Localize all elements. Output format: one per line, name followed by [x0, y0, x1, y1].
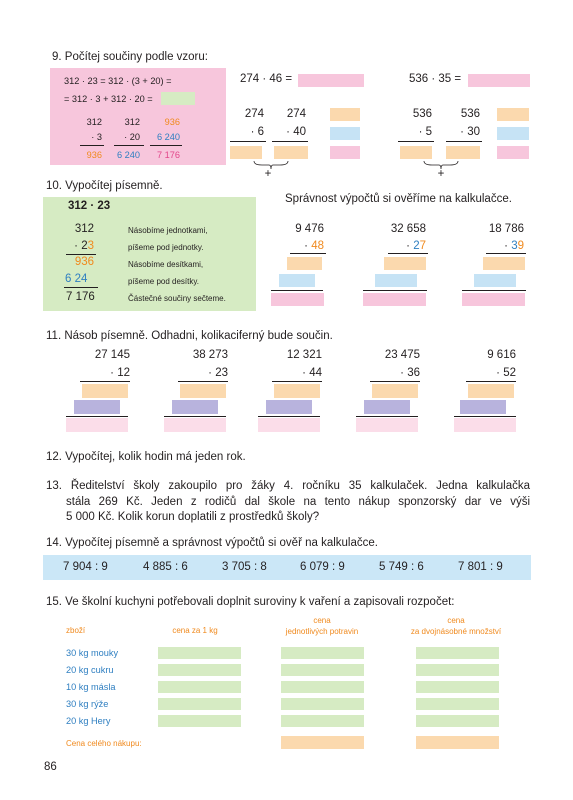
ex15-row1-label: 30 kg mouky	[66, 648, 119, 658]
ex10-task2-p1[interactable]	[384, 257, 426, 270]
ex15-col-goods: zboží	[66, 626, 86, 635]
ex15-col-single-2: jednotlivých potravin	[285, 627, 359, 636]
ex11-task2-p1[interactable]	[180, 384, 226, 398]
ex14-item-2: 4 885 : 6	[143, 561, 188, 573]
ex9-task1-side3[interactable]	[330, 146, 360, 159]
ex11-task3-a: 12 321	[286, 349, 322, 361]
ex9-task1-plus: +	[264, 168, 272, 180]
ex15-row3-double[interactable]	[416, 681, 499, 693]
ex14-item-6: 7 801 : 9	[458, 561, 503, 573]
ex10-example-title: 312 · 23	[68, 200, 111, 212]
ex11-task5-b: · 52	[496, 367, 516, 379]
ex10-task3-line2	[462, 290, 526, 291]
ex10-task1-p2[interactable]	[279, 274, 315, 287]
ex10-explanation	[128, 222, 253, 307]
ex10-explain-5: Částečné součiny sečteme.	[128, 294, 226, 303]
ex11-task4-b: · 36	[400, 367, 420, 379]
ex9-task1-a2: 274	[286, 108, 306, 120]
ex9-task2-answer[interactable]	[468, 74, 530, 87]
ex10-task2-line	[388, 253, 428, 254]
ex11-task5-line	[466, 381, 516, 382]
ex15-col-price: cena za 1 kg	[172, 626, 218, 635]
ex11-task5-a: 9 616	[487, 349, 516, 361]
ex9-task1-side2[interactable]	[330, 127, 360, 140]
ex9-task2-a2: 536	[460, 108, 480, 120]
ex15-row5-single[interactable]	[281, 715, 364, 727]
ex15-col-double-2: za dvojnásobné množství	[410, 627, 502, 636]
ex10-ex-a: 312	[74, 223, 94, 235]
ex15-row1-double[interactable]	[416, 647, 499, 659]
ex15-col-double-1: cena	[447, 616, 465, 625]
ex11-task3-p2[interactable]	[266, 400, 312, 414]
ex9-pattern-line1: 312 · 23 = 312 · (3 + 20) =	[64, 76, 172, 86]
ex9-task2-part1[interactable]	[400, 146, 432, 159]
ex11-task2-b: · 23	[208, 367, 228, 379]
ex11-task4-p1[interactable]	[372, 384, 418, 398]
ex13-line1: 13. Ředitelství školy zakoupilo pro žáky 4. ročníku 35 kalkulaček. Jedna kalkulačka	[46, 480, 530, 492]
ex9-col3-b: 6 240	[157, 132, 180, 142]
ex11-task4-result[interactable]	[356, 418, 418, 432]
ex9-col1-b: · 3	[91, 132, 102, 142]
ex15-col-double	[394, 615, 518, 637]
ex11-task4-a: 23 475	[384, 349, 420, 361]
ex9-col2-b: · 20	[124, 132, 140, 142]
ex14-item-4: 6 079 : 9	[300, 561, 345, 573]
ex10-task1-p1[interactable]	[287, 257, 322, 270]
ex9-task2-line2	[446, 141, 482, 142]
ex14-item-3: 3 705 : 8	[222, 561, 267, 573]
ex10-task2-b: · 27	[406, 240, 426, 252]
ex15-row4-single[interactable]	[281, 698, 364, 710]
ex11-task5-line2	[454, 416, 516, 417]
ex9-task1-line2	[272, 141, 308, 142]
ex9-col2-line	[114, 145, 144, 146]
ex15-row2-double[interactable]	[416, 664, 499, 676]
ex10-task3-p2[interactable]	[474, 274, 516, 287]
ex10-task2-line2	[363, 290, 427, 291]
ex10-task3-result[interactable]	[462, 293, 525, 306]
ex15-row4-price[interactable]	[158, 698, 241, 710]
ex10-task1-result[interactable]	[271, 293, 324, 306]
ex11-task1-line2	[66, 416, 128, 417]
ex15-row2-single[interactable]	[281, 664, 364, 676]
ex11-task5-p2[interactable]	[460, 400, 506, 414]
ex9-answer-box[interactable]	[161, 92, 195, 105]
ex13-line3: 5 000 Kč. Kolik korun doplatili z prostředků školy?	[66, 511, 320, 523]
ex14-item-1: 7 904 : 9	[63, 561, 108, 573]
ex9-task2-b1: · 5	[418, 126, 432, 138]
ex11-task3-line	[272, 381, 322, 382]
ex11-task3-b: · 44	[302, 367, 322, 379]
ex11-task1-a: 27 145	[94, 349, 130, 361]
ex10-heading: 10. Vypočítej písemně.	[46, 180, 163, 192]
ex15-row1-price[interactable]	[158, 647, 241, 659]
ex12-text: 12. Vypočítej, kolik hodin má jeden rok.	[46, 451, 246, 463]
ex10-task3-a: 18 786	[488, 223, 524, 235]
ex10-task3-b: · 39	[504, 240, 524, 252]
ex9-task2-line1	[398, 141, 434, 142]
ex11-task4-p2[interactable]	[364, 400, 410, 414]
ex10-explain-1: Násobíme jednotkami,	[128, 226, 208, 235]
ex10-ex-p2: 6 24	[65, 273, 88, 285]
ex11-task2-result[interactable]	[164, 418, 226, 432]
ex9-task1-line1	[230, 141, 266, 142]
ex11-task4-line	[370, 381, 420, 382]
ex9-task2-side3[interactable]	[497, 146, 529, 159]
ex11-task2-line2	[164, 416, 226, 417]
ex9-col1-line	[80, 145, 104, 146]
ex15-row4-double[interactable]	[416, 698, 499, 710]
ex11-task2-a: 38 273	[192, 349, 228, 361]
ex10-task1-line	[290, 253, 326, 254]
ex15-row5-label: 20 kg Hery	[66, 716, 111, 726]
ex10-task2-p2[interactable]	[375, 274, 417, 287]
ex9-task1-answer[interactable]	[298, 74, 364, 87]
ex15-total-label: Cena celého nákupu:	[66, 739, 142, 748]
ex9-task2-expr: 536 · 35 =	[409, 73, 462, 85]
ex10-ex-line1	[66, 254, 96, 255]
ex11-task5-p1[interactable]	[468, 384, 514, 398]
ex10-ex-line2	[64, 287, 98, 288]
ex9-col2-a: 312	[124, 117, 140, 127]
ex9-task1-part1[interactable]	[230, 146, 262, 159]
ex9-task2-side2[interactable]	[497, 127, 529, 140]
ex11-task5-result[interactable]	[454, 418, 516, 432]
ex15-row3-single[interactable]	[281, 681, 364, 693]
ex13-text	[46, 479, 530, 526]
ex15-row5-double[interactable]	[416, 715, 499, 727]
ex10-explain-4: píšeme pod desítky.	[128, 277, 199, 286]
ex10-explain-2: píšeme pod jednotky.	[128, 243, 204, 252]
ex15-row2-label: 20 kg cukru	[66, 665, 114, 675]
ex10-note: Správnost výpočtů si ověříme na kalkulačce.	[285, 193, 512, 205]
ex13-line2: stála 269 Kč. Jeden z rodičů dal škole na tento nákup sponzorský dar ve výši	[66, 495, 530, 508]
ex10-explain-3: Násobíme desítkami,	[128, 260, 204, 269]
ex15-heading: 15. Ve školní kuchyni potřebovali doplnit suroviny k vaření a zapisovali rozpočet:	[46, 596, 455, 608]
ex9-task2-b2: · 30	[460, 126, 480, 138]
ex11-task1-result[interactable]	[66, 418, 128, 432]
ex9-task1-side1[interactable]	[330, 108, 360, 121]
ex9-col3-res: 7 176	[157, 150, 180, 160]
ex11-task2-line	[178, 381, 228, 382]
ex9-task2-side1[interactable]	[497, 108, 529, 121]
ex11-task3-line2	[258, 416, 320, 417]
ex9-pattern-line2: = 312 · 3 + 312 · 20 =	[64, 94, 153, 104]
ex9-task2-a1: 536	[412, 108, 432, 120]
ex15-col-single	[270, 615, 374, 637]
ex11-task3-result[interactable]	[258, 418, 320, 432]
ex9-col2-res: 6 240	[117, 150, 140, 160]
ex11-heading: 11. Násob písemně. Odhadni, kolikaciferný bude součin.	[46, 330, 333, 342]
ex15-row5-price[interactable]	[158, 715, 241, 727]
ex10-ex-p1: 936	[74, 256, 94, 268]
ex10-task3-p1[interactable]	[483, 257, 525, 270]
ex9-task1-part2[interactable]	[274, 146, 308, 159]
ex10-task1-a: 9 476	[295, 223, 324, 235]
ex10-task1-line2	[271, 290, 323, 291]
ex10-ex-b: · 23	[74, 240, 94, 252]
ex9-col3-a: 936	[164, 117, 180, 127]
ex11-task1-p2[interactable]	[74, 400, 120, 414]
ex11-task4-line2	[356, 416, 418, 417]
ex15-col-single-1: cena	[313, 616, 331, 625]
ex15-row4-label: 30 kg rýže	[66, 699, 109, 709]
ex15-total-single[interactable]	[281, 736, 364, 749]
ex15-row1-single[interactable]	[281, 647, 364, 659]
ex10-task1-b: · 48	[304, 240, 324, 252]
ex9-col1-res: 936	[86, 150, 102, 160]
ex15-row3-price[interactable]	[158, 681, 241, 693]
ex10-ex-total: 7 176	[66, 291, 95, 303]
ex11-task3-p1[interactable]	[274, 384, 320, 398]
ex9-task2-plus: +	[437, 168, 445, 180]
ex15-total-double[interactable]	[416, 736, 499, 749]
ex10-task2-result[interactable]	[363, 293, 426, 306]
ex9-heading: 9. Počítej součiny podle vzoru:	[52, 51, 208, 63]
ex10-task2-a: 32 658	[390, 223, 426, 235]
ex15-row3-label: 10 kg másla	[66, 682, 116, 692]
ex11-task1-b: · 12	[110, 367, 130, 379]
ex9-task2-part2[interactable]	[446, 146, 480, 159]
ex15-row2-price[interactable]	[158, 664, 241, 676]
ex9-col3-line	[150, 145, 182, 146]
page-number: 86	[44, 761, 57, 773]
ex9-task1-expr: 274 · 46 =	[240, 73, 293, 85]
ex11-task1-line	[80, 381, 130, 382]
ex14-heading: 14. Vypočítej písemně a správnost výpočtů si ověř na kalkulačce.	[46, 537, 378, 549]
ex9-task1-b1: · 6	[250, 126, 264, 138]
ex14-item-5: 5 749 : 6	[379, 561, 424, 573]
ex11-task2-p2[interactable]	[172, 400, 218, 414]
ex11-task1-p1[interactable]	[82, 384, 128, 398]
ex9-task1-b2: · 40	[286, 126, 306, 138]
ex10-task3-line	[486, 253, 526, 254]
ex9-col1-a: 312	[86, 117, 102, 127]
ex9-task1-a1: 274	[244, 108, 264, 120]
